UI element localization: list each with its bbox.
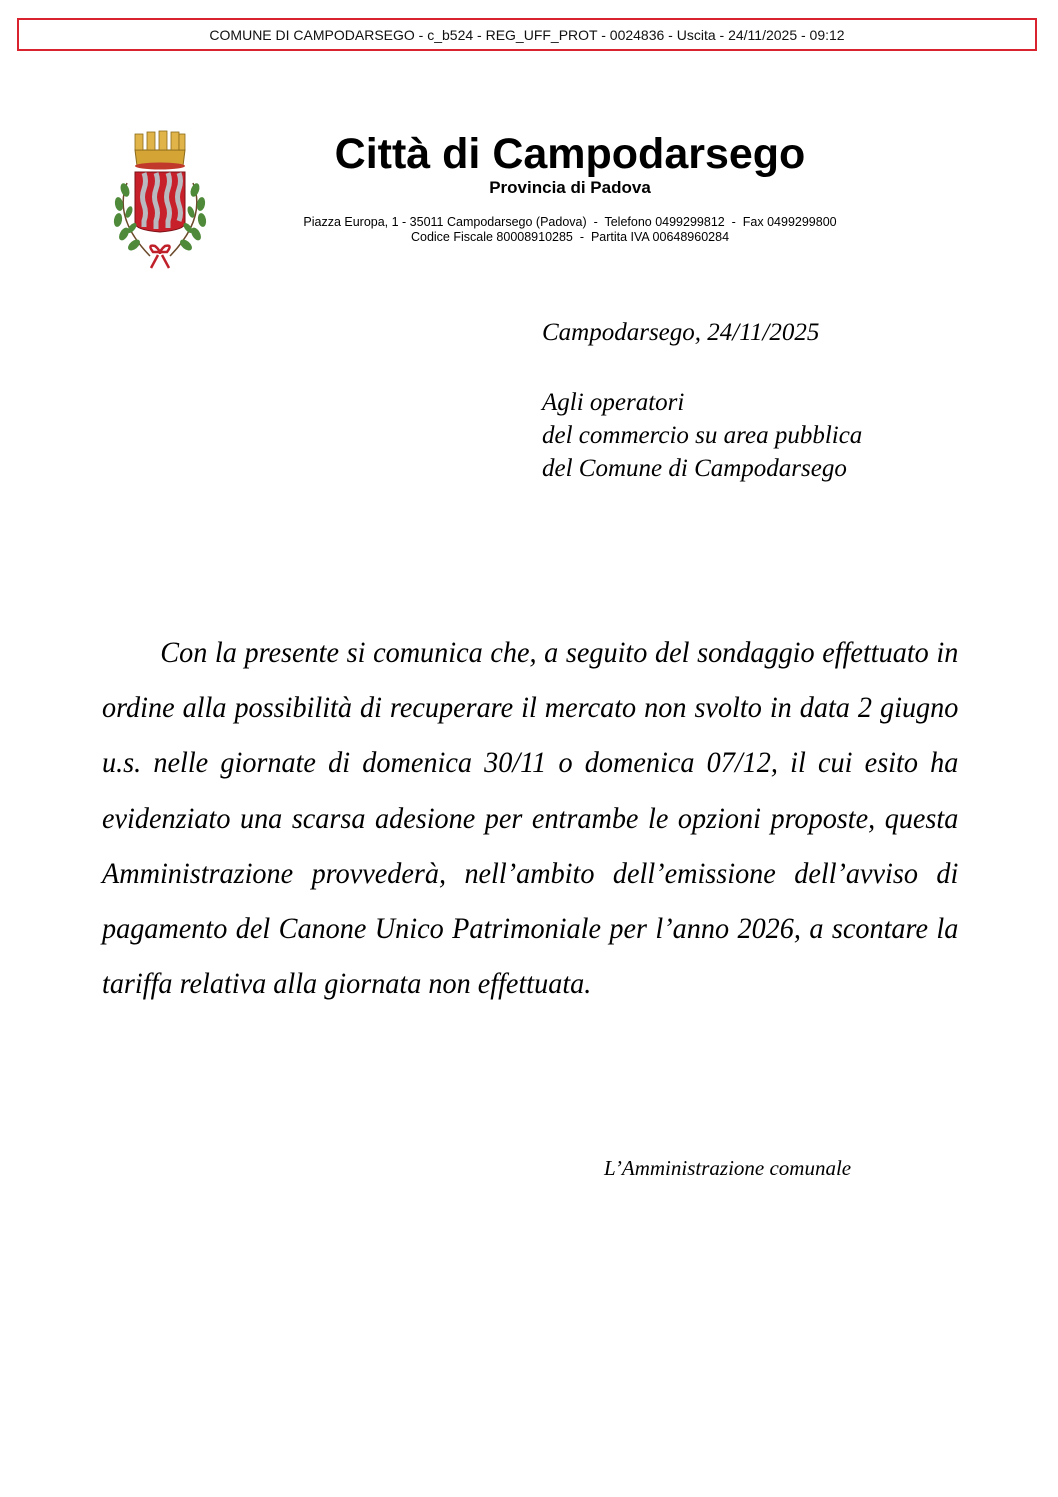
protocol-stamp	[17, 18, 1037, 51]
coat-of-arms-logo	[105, 128, 215, 273]
fiscal-line: Codice Fiscale 80008910285 - Partita IVA 00648960284	[410, 230, 730, 244]
protocol-stamp-text: COMUNE DI CAMPODARSEGO - c_b524 - REG_UFF_PROT - 0024836 - Uscita - 24/11/2025 - 09:12	[209, 26, 845, 43]
letterhead	[250, 128, 890, 245]
crown-icon	[135, 131, 185, 170]
recipient-line: del commercio su area pubblica	[542, 422, 863, 449]
contact-info	[250, 215, 890, 245]
letter-body: Con la presente si comunica che, a seguito del sondaggio effettuato in ordine alla possibilità di recuperare il mercato non svolto in data 2 giugno u.s. nelle giornate di domenica 30/11 o domenica 07/12, il cui esito ha evidenziato una scarsa adesione per entrambe le opzioni proposte, questa Amministrazione provvederà, nell’ambito dell’emissione dell’avviso di pagamento del Canone Unico Patrimoniale per l’anno 2026, a scontare la tariffa relativa alla giornata non effettuata.	[102, 636, 959, 1001]
city-title: Città di Campodarsego	[334, 130, 806, 178]
recipient-line: Agli operatori	[542, 389, 685, 416]
province-subtitle: Provincia di Padova	[489, 178, 651, 197]
shield-icon	[135, 172, 185, 232]
recipient-line: del Comune di Campodarsego	[542, 455, 847, 482]
signature: L’Amministrazione comunale	[604, 1156, 852, 1180]
place-date: Campodarsego, 24/11/2025	[542, 319, 820, 346]
recipient-block	[542, 386, 862, 485]
address-line: Piazza Europa, 1 - 35011 Campodarsego (Padova) - Telefono 0499299812 - Fax 0499299800	[303, 215, 837, 229]
ribbon-icon	[150, 246, 169, 268]
